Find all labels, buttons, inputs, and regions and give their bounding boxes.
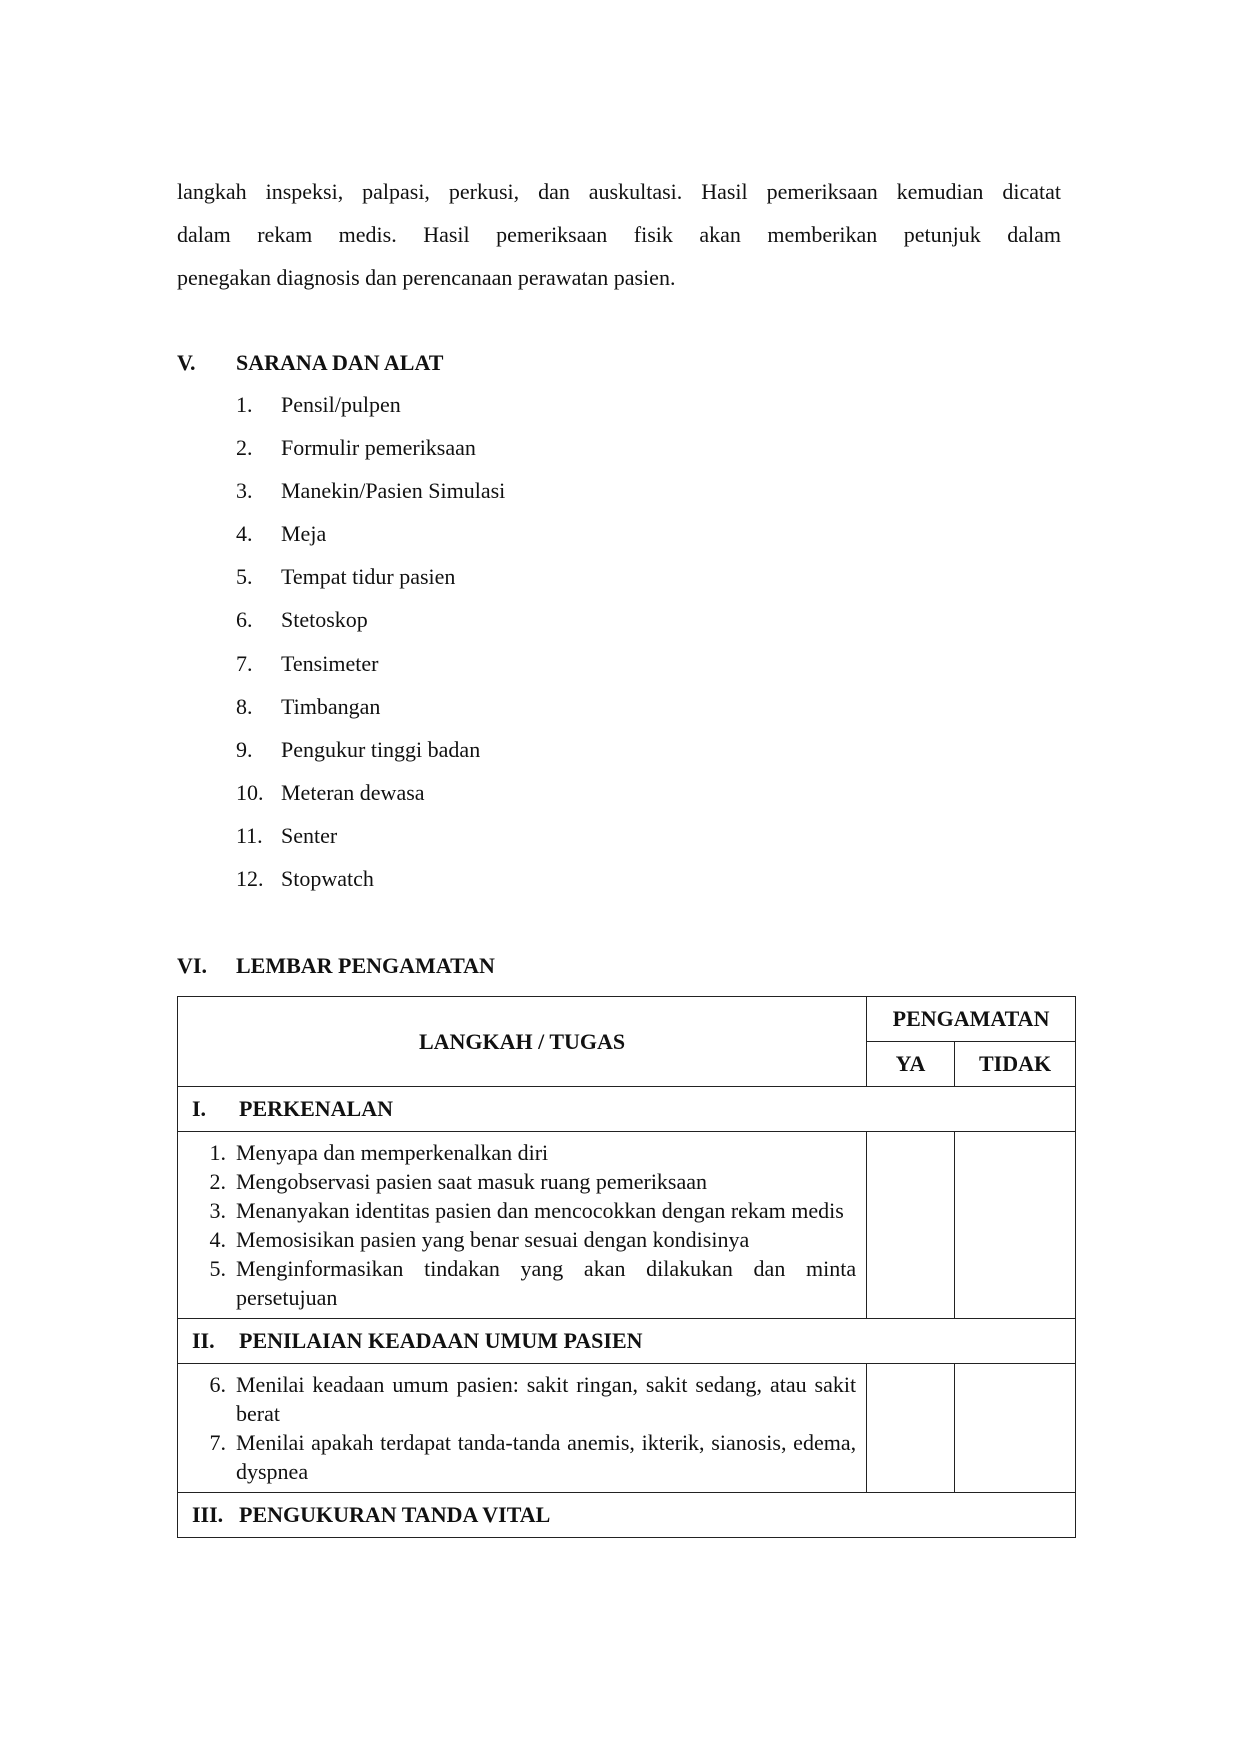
- list-item: [236, 821, 505, 864]
- step-number: 3.: [209, 1198, 226, 1223]
- category-number: III.: [192, 1502, 224, 1527]
- item-text: Manekin/Pasien Simulasi: [281, 478, 506, 504]
- item-text: Pensil/pulpen: [281, 392, 401, 417]
- step-text: Menanyakan identitas pasien dan mencocokkan dengan rekam medis: [236, 1198, 844, 1223]
- step-text: Menyapa dan memperkenalkan diri: [236, 1140, 549, 1165]
- item-text: Timbangan: [281, 693, 381, 719]
- item-text: Stetoskop: [281, 607, 368, 633]
- item-number: 4.: [236, 521, 253, 547]
- intro-line: penegakan diagnosis dan perencanaan perawatan pasien.: [177, 265, 676, 290]
- table-row: [178, 1132, 1076, 1319]
- category-row: [178, 1319, 1076, 1364]
- step-number: 5.: [209, 1256, 226, 1281]
- step-number: 1.: [209, 1140, 226, 1165]
- list-item: [236, 433, 505, 476]
- category-title: PENILAIAN KEADAAN UMUM PASIEN: [239, 1328, 643, 1353]
- category-title: PENGUKURAN TANDA VITAL: [239, 1502, 551, 1527]
- checkbox-cell-yes[interactable]: [867, 1364, 955, 1493]
- step-number: 4.: [209, 1227, 226, 1252]
- checkbox-cell-no[interactable]: [955, 1364, 1076, 1493]
- item-number: 11.: [236, 822, 263, 848]
- step-item: [178, 1254, 856, 1312]
- step-list: [178, 1364, 866, 1492]
- item-number: 9.: [236, 736, 253, 762]
- item-number: 5.: [236, 564, 253, 590]
- tools-list: [236, 390, 505, 907]
- step-number: 2.: [209, 1169, 226, 1194]
- step-item: [178, 1138, 856, 1167]
- step-list: [178, 1132, 866, 1318]
- item-text: Meja: [281, 521, 327, 547]
- step-item: [178, 1428, 856, 1486]
- intro-line: dalam rekam medis. Hasil pemeriksaan fisik akan memberikan petunjuk dalam: [177, 222, 1061, 247]
- item-text: Tensimeter: [281, 650, 379, 676]
- item-text: Stopwatch: [281, 866, 374, 892]
- intro-paragraph: [177, 170, 1061, 299]
- list-item: [236, 390, 505, 433]
- intro-line: langkah inspeksi, palpasi, perkusi, dan auskultasi. Hasil pemeriksaan kemudian dicatat: [177, 179, 1061, 204]
- item-text: Meteran dewasa: [281, 779, 425, 805]
- list-item: [236, 778, 505, 821]
- checkbox-cell-no[interactable]: [955, 1132, 1076, 1319]
- step-text: Menginformasikan tindakan yang akan dilakukan dan minta persetujuan: [236, 1256, 857, 1310]
- step-item: [178, 1370, 856, 1428]
- list-item: [236, 476, 505, 519]
- category-row: [178, 1087, 1076, 1132]
- header-yes: YA: [867, 1042, 955, 1087]
- item-number: 2.: [236, 435, 253, 461]
- category-number: I.: [192, 1096, 207, 1121]
- list-item: [236, 649, 505, 692]
- step-number: 7.: [209, 1430, 226, 1455]
- list-item: [236, 562, 505, 605]
- item-number: 7.: [236, 650, 253, 676]
- section-title: SARANA DAN ALAT: [236, 350, 444, 375]
- observation-table: [177, 996, 1076, 1538]
- step-item: [178, 1196, 856, 1225]
- item-number: 12.: [236, 866, 264, 892]
- item-text: Senter: [281, 822, 338, 848]
- item-text: Tempat tidur pasien: [281, 564, 456, 590]
- list-item: [236, 864, 505, 907]
- item-number: 1.: [236, 392, 253, 417]
- header-task: LANGKAH / TUGAS: [178, 997, 867, 1087]
- category-title: PERKENALAN: [239, 1096, 394, 1121]
- step-text: Menilai apakah terdapat tanda-tanda anemis, ikterik, sianosis, edema, dyspnea: [236, 1430, 857, 1484]
- item-number: 6.: [236, 607, 253, 633]
- step-text: Mengobservasi pasien saat masuk ruang pemeriksaan: [236, 1169, 708, 1194]
- item-number: 10.: [236, 779, 264, 805]
- step-item: [178, 1167, 856, 1196]
- step-item: [178, 1225, 856, 1254]
- item-text: Pengukur tinggi badan: [281, 736, 481, 762]
- table-row: [178, 1364, 1076, 1493]
- checkbox-cell-yes[interactable]: [867, 1132, 955, 1319]
- section-heading-lembar: [177, 951, 495, 981]
- list-item: [236, 605, 505, 648]
- category-number: II.: [192, 1328, 215, 1353]
- list-item: [236, 519, 505, 562]
- list-item: [236, 692, 505, 735]
- section-heading-sarana: [177, 348, 443, 378]
- list-item: [236, 735, 505, 778]
- item-number: 8.: [236, 693, 253, 719]
- step-text: Memosisikan pasien yang benar sesuai dengan kondisinya: [236, 1227, 750, 1252]
- section-number: VI.: [177, 953, 207, 978]
- header-no: TIDAK: [955, 1042, 1076, 1087]
- item-text: Formulir pemeriksaan: [281, 435, 476, 461]
- header-observation: PENGAMATAN: [867, 997, 1076, 1042]
- item-number: 3.: [236, 478, 253, 504]
- step-number: 6.: [209, 1372, 226, 1397]
- step-text: Menilai keadaan umum pasien: sakit ringan, sakit sedang, atau sakit berat: [236, 1372, 857, 1426]
- category-row: [178, 1493, 1076, 1538]
- section-title: LEMBAR PENGAMATAN: [236, 953, 495, 978]
- section-number: V.: [177, 350, 196, 375]
